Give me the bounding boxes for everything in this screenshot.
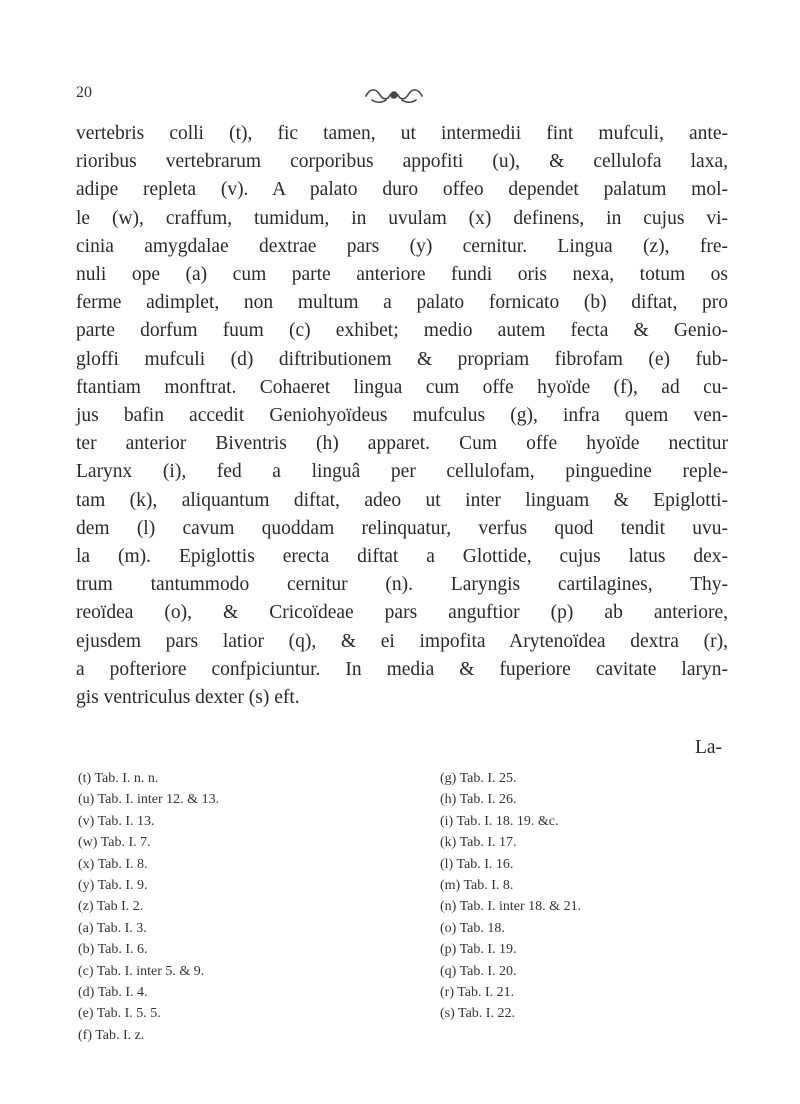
body-line: rioribus vertebrarum corporibus appofiti (u), & cellulofa laxa, bbox=[76, 151, 728, 173]
footnote: (o) Tab. 18. bbox=[440, 920, 505, 936]
body-line: reoïdea (o), & Cricoïdeae pars anguftior (p) ab anteriore, bbox=[76, 602, 728, 624]
footnote: (u) Tab. I. inter 12. & 13. bbox=[78, 792, 220, 808]
footnote: (e) Tab. I. 5. 5. bbox=[78, 1006, 161, 1022]
footnote: (k) Tab. I. 17. bbox=[440, 835, 517, 851]
body-text bbox=[76, 120, 728, 712]
body-line: vertebris colli (t), fic tamen, ut intermedii fint mufculi, ante- bbox=[76, 123, 728, 144]
footnote: (a) Tab. I. 3. bbox=[78, 920, 147, 936]
body-line: tam (k), aliquantum diftat, adeo ut inter linguam & Epiglotti- bbox=[76, 489, 728, 511]
body-line: Larynx (i), fed a linguâ per cellulofam, pinguedine reple- bbox=[76, 461, 728, 483]
footnote: (m) Tab. I. 8. bbox=[440, 878, 514, 894]
body-line: cinia amygdalae dextrae pars (y) cernitur. Lingua (z), fre- bbox=[76, 235, 728, 257]
footnote: (t) Tab. I. n. n. bbox=[78, 771, 159, 786]
body-line: parte dorfum fuum (c) exhibet; medio autem fecta & Genio- bbox=[76, 320, 728, 342]
footnotes-left bbox=[78, 768, 338, 1046]
body-line: nuli ope (a) cum parte anteriore fundi oris nexa, totum os bbox=[76, 264, 728, 286]
body-line: ferme adimplet, non multum a palato fornicato (b) diftat, pro bbox=[76, 292, 728, 314]
body-line: ter anterior Biventris (h) apparet. Cum offe hyoïde nectitur bbox=[76, 433, 728, 455]
body-line: la (m). Epiglottis erecta diftat a Glottide, cujus latus dex- bbox=[76, 546, 728, 568]
footnotes-right bbox=[440, 768, 740, 1025]
body-line: trum tantummodo cernitur (n). Laryngis cartilagines, Thy- bbox=[76, 574, 728, 596]
footnote: (s) Tab. I. 22. bbox=[440, 1006, 515, 1022]
body-line: dem (l) cavum quoddam relinquatur, verfus quod tendit uvu- bbox=[76, 517, 728, 539]
footnote: (l) Tab. I. 16. bbox=[440, 856, 514, 872]
footnote: (b) Tab. I. 6. bbox=[78, 942, 148, 958]
body-line: ejusdem pars latior (q), & ei impofita Arytenoïdea dextra (r), bbox=[76, 630, 728, 652]
footnote: (d) Tab. I. 4. bbox=[78, 985, 148, 1001]
footnote: (g) Tab. I. 25. bbox=[440, 771, 517, 786]
catchword: La- bbox=[694, 737, 722, 758]
body-line: gis ventriculus dexter (s) eft. bbox=[76, 687, 300, 709]
body-line: jus bafin accedit Geniohyoïdeus mufculus (g), infra quem ven- bbox=[76, 405, 728, 427]
footnote: (x) Tab. I. 8. bbox=[78, 856, 148, 872]
footnote: (i) Tab. I. 18. 19. &c. bbox=[440, 813, 559, 829]
footnote: (n) Tab. I. inter 18. & 21. bbox=[440, 899, 582, 915]
body-line: gloffi mufculi (d) diftributionem & propriam fibrofam (e) fub- bbox=[76, 348, 728, 370]
footnote: (f) Tab. I. z. bbox=[78, 1027, 145, 1043]
footnote: (r) Tab. I. 21. bbox=[440, 985, 515, 1001]
footnote: (h) Tab. I. 26. bbox=[440, 792, 517, 808]
body-line: adipe repleta (v). A palato duro offeo dependet palatum mol- bbox=[76, 179, 728, 201]
body-line: a pofteriore confpiciuntur. In media & fuperiore cavitate laryn- bbox=[76, 658, 728, 680]
page-number: 20 bbox=[76, 84, 92, 101]
body-line: le (w), craffum, tumidum, in uvulam (x) definens, in cujus vi- bbox=[76, 207, 728, 229]
footnote: (v) Tab. I. 13. bbox=[78, 813, 155, 829]
footnote: (y) Tab. I. 9. bbox=[78, 878, 148, 894]
footnote: (w) Tab. I. 7. bbox=[78, 835, 151, 851]
footnote: (q) Tab. I. 20. bbox=[440, 963, 517, 979]
footnote: (c) Tab. I. inter 5. & 9. bbox=[78, 963, 205, 979]
printers-ornament-icon bbox=[362, 86, 426, 104]
body-line: ftantiam monftrat. Cohaeret lingua cum offe hyoïde (f), ad cu- bbox=[76, 376, 728, 398]
footnote: (p) Tab. I. 19. bbox=[440, 942, 517, 958]
footnote: (z) Tab I. 2. bbox=[78, 899, 144, 915]
